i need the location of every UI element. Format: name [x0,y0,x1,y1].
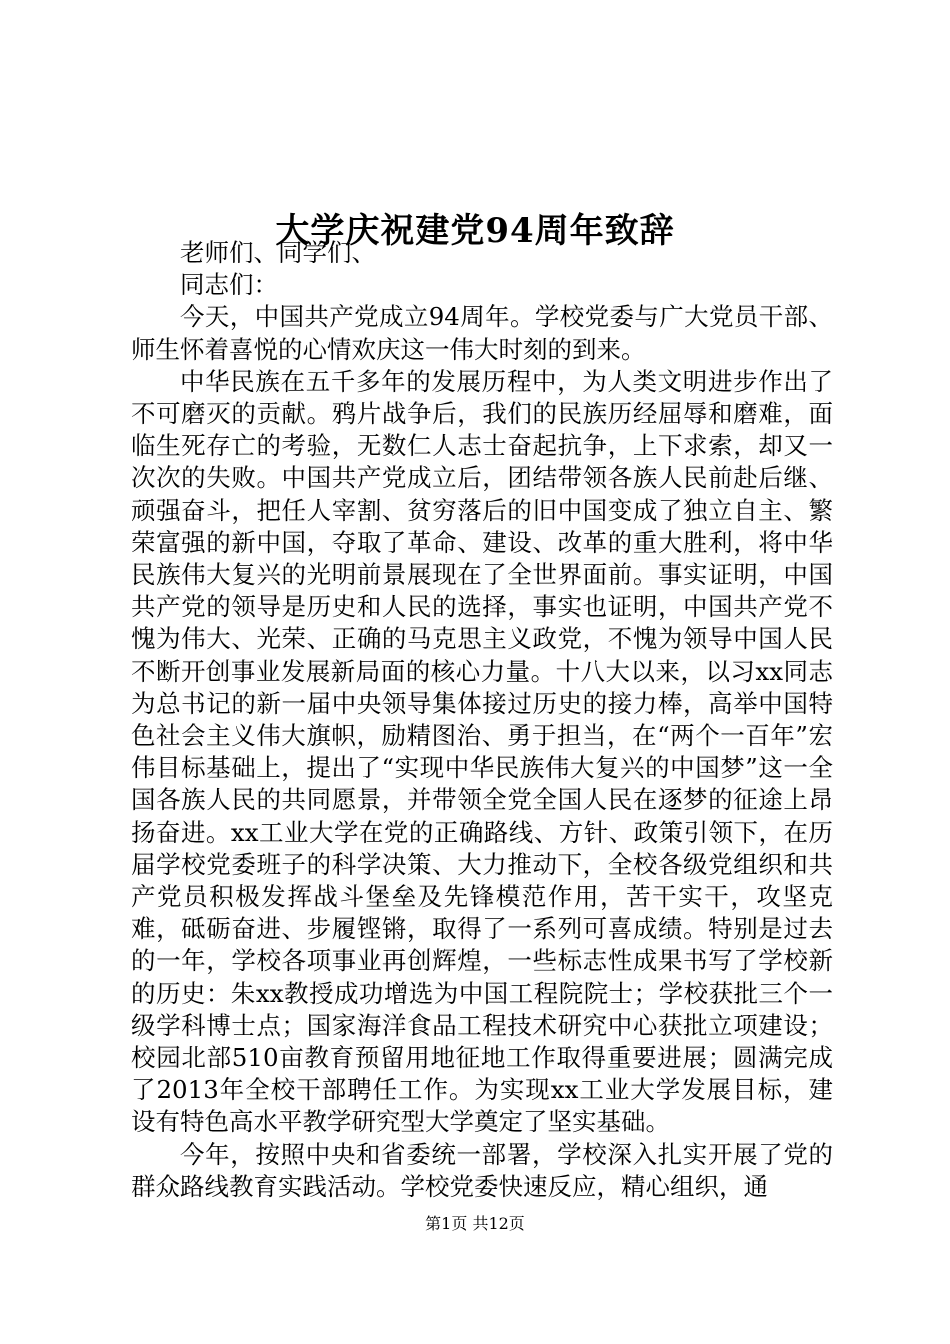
salutation-line: 同志们： [180,270,278,300]
document-body [131,237,833,1203]
salutation-line: 老师们、同学们、 [180,238,376,267]
body-paragraph: 今年，按照中央和省委统一部署，学校深入扎实开展了党的群众路线教育实践活动。学校党委快速反应，精心组织，通 [131,1139,833,1201]
body-paragraph: 中华民族在五千多年的发展历程中，为人类文明进步作出了不可磨灭的贡献。鸦片战争后，我们的民族历经屈辱和磨难，面临生死存亡的考验，无数仁人志士奋起抗争，上下求索，却又一次次的失败。中国共产党成立后，团结带领各族人民前赴后继、顽强奋斗，把任人宰割、贫穷落后的旧中国变成了独立自主、繁荣富强的新中国，夺取了革命、建设、改革的重大胜利，将中华民族伟大复兴的光明前景展现在了全世界面前。事实证明，中国共产党的领导是历史和人民的选择，事实也证明，中国共产党不愧为伟大、光荣、正确的马克思主义政党，不愧为领导中国人民不断开创事业发展新局面的核心力量。十八大以来，以习xx同志为总书记的新一届中央领导集体接过历史的接力棒，高举中国特色社会主义伟大旗帜，励精图治、勇于担当，在“两个一百年”宏伟目标基础上，提出了“实现中华民族伟大复兴的中国梦”这一全国各族人民的共同愿景，并带领全党全国人民在逐梦的征途上昂扬奋进。xx工业大学在党的正确路线、方针、政策引领下，在历届学校党委班子的科学决策、大力推动下，全校各级党组织和共产党员积极发挥战斗堡垒及先锋模范作用，苦干实干，攻坚克难，砥砺奋进、步履铿锵，取得了一系列可喜成绩。特别是过去的一年，学校各项事业再创辉煌，一些标志性成果书写了学校新的历史：朱xx教授成功增选为中国工程院院士；学校获批三个一级学科博士点；国家海洋食品工程技术研究中心获批立项建设；校园北部510亩教育预留用地征地工作取得重要进展；圆满完成了2013年全校干部聘任工作。为实现xx工业大学发展目标，建设有特色高水平教学研究型大学奠定了坚实基础。 [131,366,833,1137]
body-paragraph: 今天，中国共产党成立94周年。学校党委与广大党员干部、师生怀着喜悦的心情欢庆这一伟大时刻的到来。 [131,302,833,364]
document-title: 大学庆祝建党94周年致辞 [275,210,675,251]
page-number-footer: 第1页 共12页 [425,1214,525,1233]
